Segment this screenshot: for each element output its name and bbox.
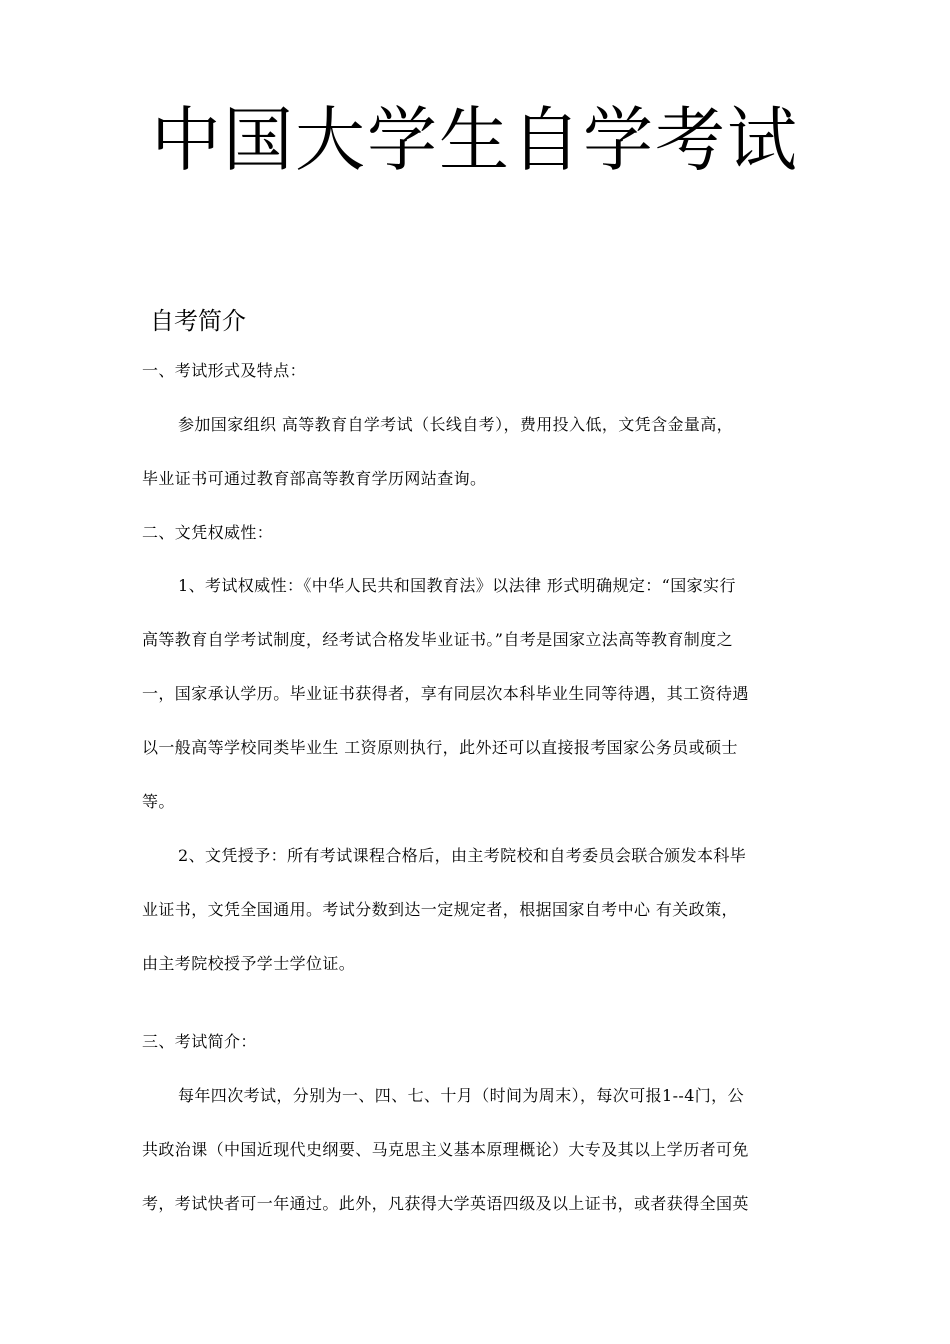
paragraph-line: 高等教育自学考试制度，经考试合格发毕业证书。”自考是国家立法高等教育制度之 <box>142 630 733 649</box>
document-title: 中国大学生自学考试 <box>151 99 799 181</box>
paragraph-line: 毕业证书可通过教育部高等教育学历网站查询。 <box>142 469 487 488</box>
heading-exam-intro: 三、考试简介： <box>142 1032 257 1051</box>
paragraph-line: 等。 <box>142 792 175 811</box>
paragraph-line: 业证书，文凭全国通用。考试分数到达一定规定者，根据国家自考中心 有关政策， <box>142 900 738 919</box>
paragraph-line: 1、考试权威性：《中华人民共和国教育法》以法律 形式明确规定：“国家实行 <box>178 576 736 595</box>
paragraph-line: 考，考试快者可一年通过。此外，凡获得大学英语四级及以上证书，或者获得全国英 <box>142 1194 749 1213</box>
paragraph-line: 2、文凭授予：所有考试课程合格后，由主考院校和自考委员会联合颁发本科毕 <box>178 846 747 865</box>
paragraph-line: 共政治课（中国近现代史纲要、马克思主义基本原理概论）大专及其以上学历者可免 <box>142 1140 749 1159</box>
paragraph-line: 由主考院校授予学士学位证。 <box>142 954 356 973</box>
paragraph-line: 以一般高等学校同类毕业生 工资原则执行，此外还可以直接报考国家公务员或硕士 <box>142 738 738 757</box>
heading-diploma-authority: 二、文凭权威性： <box>142 523 274 542</box>
paragraph-line: 参加国家组织 高等教育自学考试（长线自考），费用投入低，文凭含金量高， <box>178 415 734 434</box>
paragraph-line: 每年四次考试，分别为一、四、七、十月（时间为周末），每次可报1--4门，公 <box>178 1086 744 1105</box>
paragraph-line: 一，国家承认学历。毕业证书获得者，享有同层次本科毕业生同等待遇，其工资待遇 <box>142 684 749 703</box>
heading-exam-format: 一、考试形式及特点： <box>142 361 307 380</box>
section-heading: 自考简介 <box>150 307 246 335</box>
